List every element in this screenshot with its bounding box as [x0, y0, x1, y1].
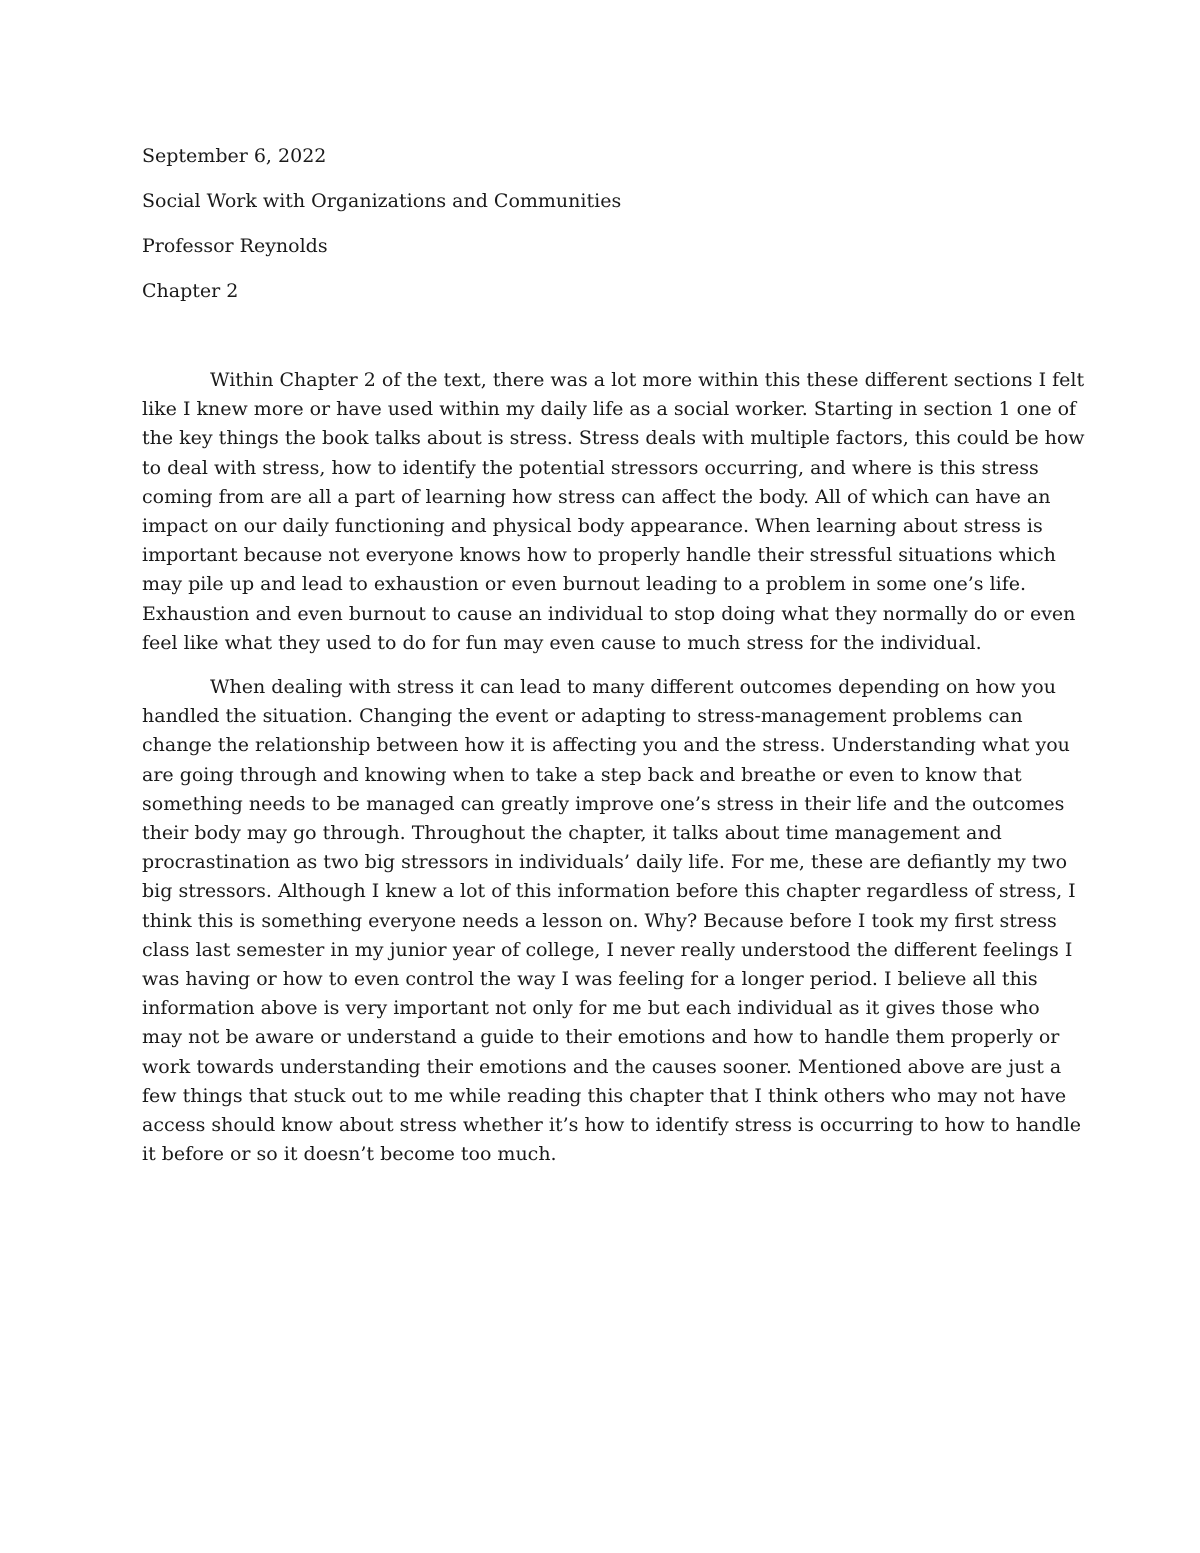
text-line: to deal with stress, how to identify the potential stressors occurring, and where is this stress [142, 456, 1039, 479]
text-line: important because not everyone knows how to properly handle their stressful situations which [142, 544, 1056, 567]
document-body [142, 366, 1085, 1184]
document-header [142, 142, 1072, 322]
text-line: change the relationship between how it is affecting you and the stress. Understanding what you [142, 734, 1070, 757]
text-line: procrastination as two big stressors in individuals’ daily life. For me, these are defiantly my two [142, 851, 1068, 874]
course-line: Social Work with Organizations and Communities [142, 190, 622, 212]
professor-line: Professor Reynolds [142, 235, 328, 257]
text-line: Exhaustion and even burnout to cause an individual to stop doing what they normally do or even [142, 602, 1076, 625]
text-line: handled the situation. Changing the event or adapting to stress-management problems can [142, 705, 1023, 728]
text-line: coming from are all a part of learning how stress can affect the body. All of which can have an [142, 485, 1051, 508]
text-line: are going through and knowing when to take a step back and breathe or even to know that [142, 763, 1022, 786]
text-line: work towards understanding their emotions and the causes sooner. Mentioned above are just a [142, 1055, 1062, 1078]
chapter-line: Chapter 2 [142, 280, 239, 302]
text-line: was having or how to even control the way I was feeling for a longer period. I believe all this [142, 968, 1038, 991]
text-line: information above is very important not only for me but each individual as it gives those who [142, 997, 1040, 1020]
text-line: think this is something everyone needs a lesson on. Why? Because before I took my first stress [142, 909, 1057, 932]
paragraph-1 [142, 366, 1085, 658]
text-line: it before or so it doesn’t become too much. [142, 1143, 557, 1166]
text-line: impact on our daily functioning and physical body appearance. When learning about stress is [142, 515, 1043, 538]
text-line: may pile up and lead to exhaustion or even burnout leading to a problem in some one’s life. [142, 573, 1027, 596]
paragraph-2 [142, 673, 1082, 1169]
text-line: Within Chapter 2 of the text, there was a lot more within this these different sections I felt [210, 369, 1085, 391]
text-line: like I knew more or have used within my daily life as a social worker. Starting in section 1 one of [142, 398, 1077, 421]
text-line: When dealing with stress it can lead to many different outcomes depending on how you [210, 676, 1056, 699]
text-line: something needs to be managed can greatly improve one’s stress in their life and the outcomes [142, 792, 1065, 815]
text-line: the key things the book talks about is stress. Stress deals with multiple factors, this could be how [142, 427, 1085, 450]
text-line: class last semester in my junior year of college, I never really understood the different feelings I [142, 938, 1073, 961]
date-line: September 6, 2022 [142, 145, 327, 167]
text-line: access should know about stress whether it’s how to identify stress is occurring to how to handle [142, 1114, 1082, 1137]
text-line: feel like what they used to do for fun may even cause to much stress for the individual. [142, 631, 982, 654]
text-line: big stressors. Although I knew a lot of this information before this chapter regardless of stress, I [142, 880, 1076, 903]
text-line: their body may go through. Throughout the chapter, it talks about time management and [142, 822, 1002, 845]
text-line: few things that stuck out to me while reading this chapter that I think others who may not have [142, 1084, 1067, 1107]
text-line: may not be aware or understand a guide to their emotions and how to handle them properly or [142, 1026, 1060, 1049]
